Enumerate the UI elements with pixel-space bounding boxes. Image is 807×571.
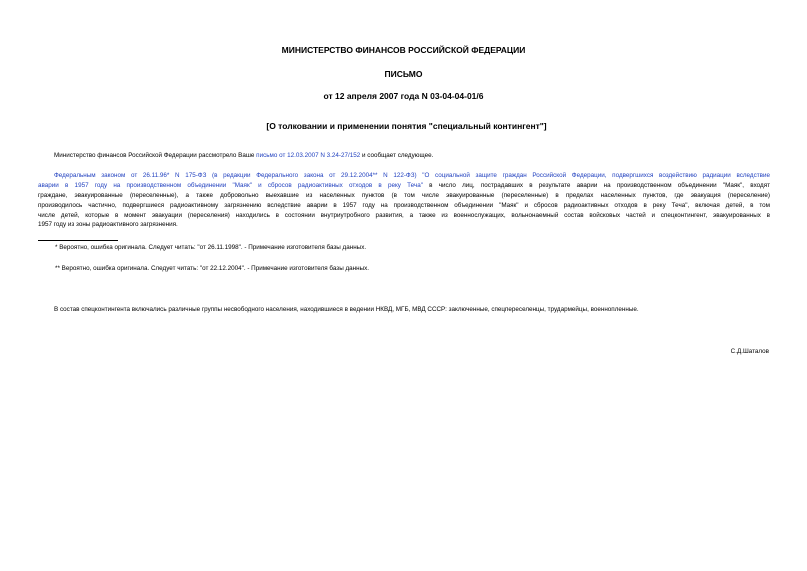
law-paragraph [38,171,770,230]
law-paragraph-line-1 [38,171,770,181]
footnote-1: * Вероятно, ошибка оригинала. Следует читать: "от 26.11.1998". - Примечание изготовителя базы данных. [55,244,367,251]
law-paragraph-line-5: числе детей, которые в момент эвакуации (переселения) находились в состоянии внутриутробного развития, а также из военнослужащих, вольнонаемный состав войсковых частей и спецконтингент, эвакуированных в [38,211,770,219]
law-paragraph-line-3: граждане, эвакуированные (переселенные), а также добровольно выехавшие из населенных пунктов (в том числе эвакуированные (переселенные) в пределах населенных пунктов, где эвакуация (переселение) [38,191,770,199]
subject-heading: [О толковании и применении понятия "специальный контингент"] [266,121,547,131]
letter-reference-link[interactable]: письмо от 12.03.2007 N 3.24-27/152 [256,152,361,159]
ministry-heading: МИНИСТЕРСТВО ФИНАНСОВ РОССИЙСКОЙ ФЕДЕРАЦИИ [281,45,526,55]
law-paragraph-line-2-text: в число лиц, пострадавших в результате аварии на производственном объединении "Маяк", входят [422,181,770,189]
footnote-divider [38,240,118,241]
signature: С.Д.Шаталов [730,348,769,355]
footnote-2: ** Вероятно, ошибка оригинала. Следует читать: "от 22.12.2004". - Примечание изготовителя базы данных. [55,265,370,272]
intro-paragraph [38,151,770,161]
date-number-heading: от 12 апреля 2007 года N 03-04-04-01/6 [323,91,484,101]
document-type-heading: ПИСЬМО [384,69,423,79]
law-paragraph-line-6: 1957 году из зоны радиоактивного загрязнения. [38,221,178,229]
intro-text-after: и сообщает следующее. [360,152,434,159]
law-paragraph-line-4: производилось частично, подвергшиеся радиоактивному загрязнению вследствие аварии в 1957 году на производственном объединении "Маяк" и сбросов радиоактивных отходов в реку Теча", включая детей, в том [38,201,770,209]
intro-text-before: Министерство финансов Российской Федерации рассмотрело Ваше [54,152,257,159]
contingent-paragraph: В состав спецконтингента включались различные группы несвободного населения, находившиеся в ведении НКВД, МГБ, МВД СССР: заключенные, спецпереселенцы, трудармейцы, военнопленные. [54,306,639,313]
law-paragraph-line-2 [38,181,770,191]
federal-law-title-link[interactable]: аварии в 1957 году на производственном объединении "Маяк" и сбросов радиоактивных отходов в реку Теча" [38,181,423,189]
federal-law-link[interactable]: Федеральным законом от 26.11.96* N 175-ФЗ (в редакции Федерального закона от 29.12.2004** N 122-ФЗ) "О социальной защите граждан Российской Федерации, подвергшихся воздействию радиации вследствие [54,172,770,179]
